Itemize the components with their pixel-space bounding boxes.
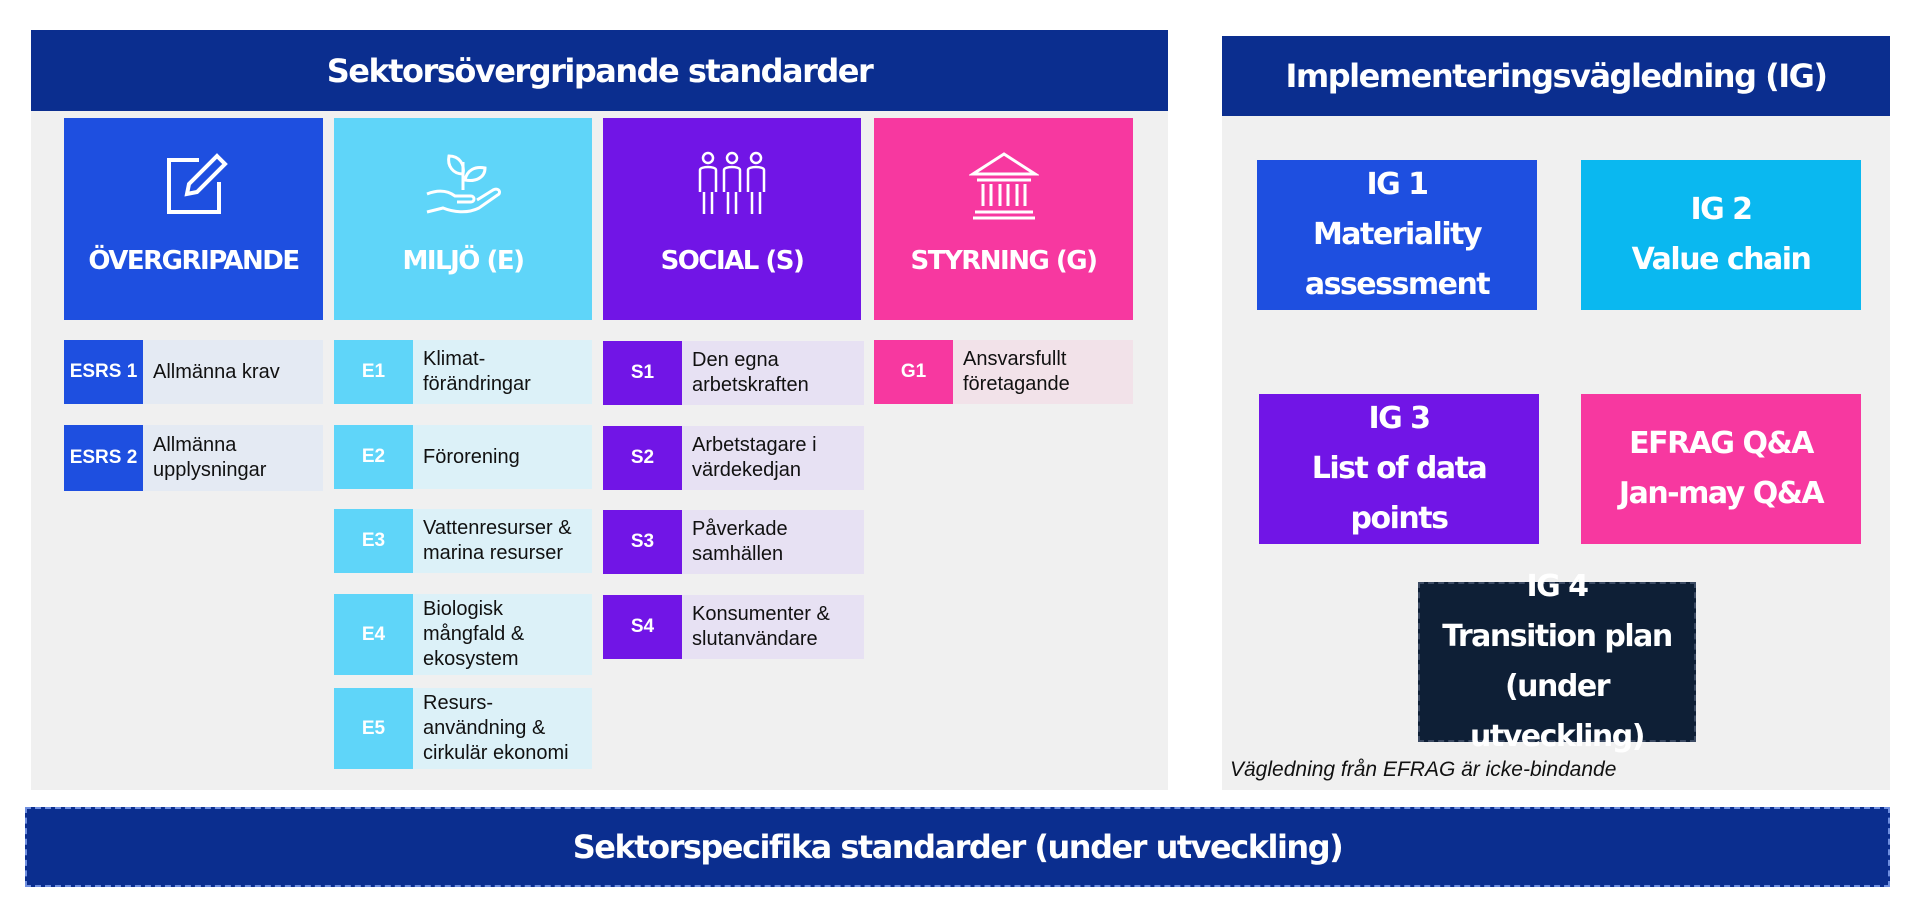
people-icon (692, 150, 772, 220)
edit-icon (159, 150, 229, 220)
e4-item (334, 594, 592, 675)
e2-item (334, 425, 592, 489)
standard-label: Ansvarsfullt företagande (953, 340, 1133, 404)
e5-item (334, 688, 592, 769)
sector-specific-banner: Sektorspecifika standarder (under utveckling) (25, 807, 1890, 887)
standard-label: Den egna arbetskraften (682, 341, 864, 405)
standard-code: E2 (334, 425, 413, 489)
standard-label: Biologisk mångfald & ekosystem (413, 594, 592, 675)
category-title: STYRNING (G) (910, 246, 1097, 276)
esrs1-item (64, 340, 323, 404)
e1-item (334, 340, 592, 404)
ig3-box: IG 3 List of data points (1259, 394, 1539, 544)
guidance-note: Vägledning från EFRAG är icke-bindande (1230, 758, 1617, 781)
standard-label: Vattenresurser & marina resurser (413, 509, 592, 573)
category-social (603, 118, 861, 320)
standard-code: S4 (603, 595, 682, 659)
efrag-qa-box: EFRAG Q&A Jan-may Q&A (1581, 394, 1861, 544)
standard-label: Allmänna krav (143, 340, 323, 404)
category-styrning (874, 118, 1133, 320)
e3-item (334, 509, 592, 573)
s1-item (603, 341, 864, 405)
cross-sector-header: Sektorsövergripande standarder (31, 30, 1168, 111)
implementation-guidance-header: Implementeringsvägledning (IG) (1222, 36, 1890, 116)
standard-label: Resurs- användning & cirkulär ekonomi (413, 688, 592, 769)
s3-item (603, 510, 864, 574)
standard-label: Arbetstagare i värdekedjan (682, 426, 864, 490)
esrs2-item (64, 425, 323, 491)
category-title: SOCIAL (S) (660, 246, 804, 276)
s2-item (603, 426, 864, 490)
standard-label: Förorening (413, 425, 592, 489)
category-title: ÖVERGRIPANDE (88, 246, 299, 276)
category-title: MILJÖ (E) (402, 246, 524, 276)
g1-item (874, 340, 1133, 404)
standard-code: S1 (603, 341, 682, 405)
ig2-box: IG 2 Value chain (1581, 160, 1861, 310)
s4-item (603, 595, 864, 659)
standard-code: S3 (603, 510, 682, 574)
standard-code: E4 (334, 594, 413, 675)
standard-code: S2 (603, 426, 682, 490)
standard-label: Allmänna upplysningar (143, 425, 323, 491)
plant-hand-icon (423, 150, 503, 220)
category-miljo (334, 118, 592, 320)
institution-icon (969, 150, 1039, 220)
standard-code: E5 (334, 688, 413, 769)
ig4-box: IG 4 Transition plan (under utveckling) (1418, 582, 1696, 742)
standard-label: Påverkade samhällen (682, 510, 864, 574)
ig1-box: IG 1 Materiality assessment (1257, 160, 1537, 310)
standard-code: ESRS 1 (64, 340, 143, 404)
standard-label: Klimat- förändringar (413, 340, 592, 404)
standard-code: E1 (334, 340, 413, 404)
standard-label: Konsumenter & slutanvändare (682, 595, 864, 659)
standard-code: ESRS 2 (64, 425, 143, 491)
standard-code: E3 (334, 509, 413, 573)
category-overgripande (64, 118, 323, 320)
standard-code: G1 (874, 340, 953, 404)
